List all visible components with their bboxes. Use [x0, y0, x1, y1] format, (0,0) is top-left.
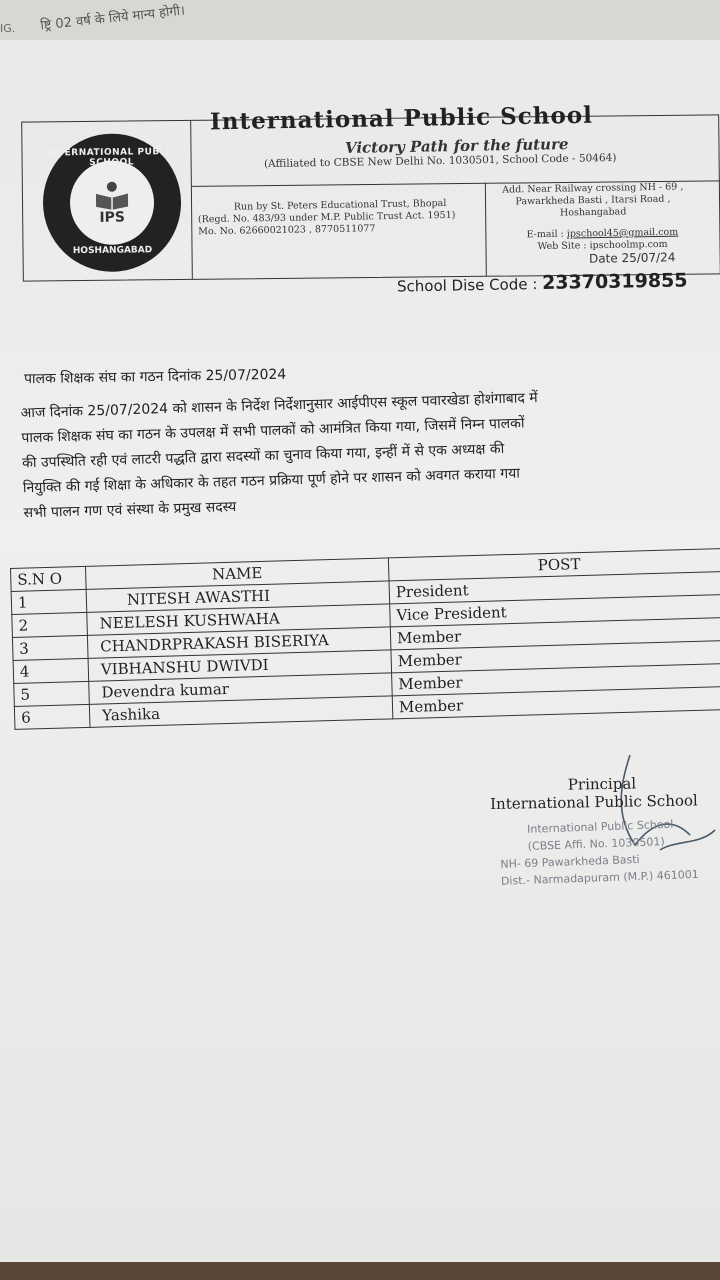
principal-title: Principal — [567, 774, 637, 794]
logo-emblem — [70, 160, 155, 245]
website-label: Web Site : — [537, 240, 587, 253]
logo-ring-text: HOSHANGABAD — [72, 245, 153, 257]
notice-line: सभी पालन गण एवं संस्था के प्रमुख सदस्य — [23, 498, 237, 522]
email-label: E-mail : — [526, 228, 564, 241]
notice-line: नियुक्ति की गई शिक्षा के अधिकार के तहत गठन प्रक्रिया पूर्ण होने पर शासन को अवगत कराया गया — [22, 465, 521, 497]
cell-sno: 6 — [14, 704, 90, 729]
header-sno: S.N O — [11, 566, 87, 591]
notice-line: पालक शिक्षक संघ का गठन के उपलक्ष में सभी पालकों को आमंत्रित किया गया, जिसमें निम्न पालकों — [21, 415, 525, 447]
cell-sno: 5 — [14, 681, 90, 706]
table-surface — [0, 1262, 720, 1280]
principal-org: International Public School — [490, 791, 698, 814]
stamp-line: (CBSE Affi. No. 1030501) — [527, 835, 665, 853]
cell-name: NEELESH KUSHWAHA — [87, 604, 391, 635]
school-logo — [42, 133, 181, 272]
email-link[interactable]: ipschool45@gmail.com — [566, 226, 679, 240]
cell-post: Member — [392, 663, 720, 696]
cell-post: Member — [391, 640, 720, 673]
cell-post: Vice President — [390, 594, 720, 627]
members-table — [10, 548, 720, 730]
header-name: NAME — [85, 558, 389, 589]
cell-post: Member — [390, 617, 720, 650]
logo-ring-text: INTERNATIONAL PUBLIC SCHOOL — [46, 147, 177, 168]
notice-line: की उपस्थिति रही एवं लाटरी पद्धति द्वारा सदस्यों का चुनाव किया गया, इन्हीं में से एक अध्यक्ष की — [21, 441, 505, 472]
dise-code: 23370319855 — [541, 269, 688, 295]
trust-info — [198, 198, 464, 239]
notice-title: पालक शिक्षक संघ का गठन दिनांक 25/07/2024 — [23, 366, 287, 388]
address-line: Hoshangabad — [559, 206, 627, 219]
trust-line: (Regd. No. 483/93 under M.P. Public Trust Act. 1951) — [197, 209, 456, 226]
principal-signature-block — [490, 773, 720, 813]
trust-line: Run by St. Peters Educational Trust, Bhopal — [233, 197, 447, 213]
letterhead-divider — [485, 183, 487, 276]
notice-body — [20, 381, 719, 527]
cell-sno: 3 — [12, 635, 88, 660]
cell-sno: 4 — [13, 658, 89, 683]
affiliation-line: (Affiliated to CBSE New Delhi No. 1030501, School Code - 50464) — [263, 151, 617, 171]
logo-initials: IPS — [99, 209, 126, 226]
header-post: POST — [388, 548, 720, 581]
notice-line: आज दिनांक 25/07/2024 को शासन के निर्देश निर्देशानुसार आईपीएस स्कूल पवारखेडा होशंगाबाद में — [20, 390, 538, 422]
stamp-line: NH- 69 Pawarkheda Basti — [500, 852, 640, 871]
stamp-line: International Public School — [526, 817, 674, 836]
cell-name: VIBHANSHU DWIVDI — [88, 650, 392, 681]
underlying-paper-fragment: IG. — [0, 22, 16, 35]
school-name: International Public School — [209, 101, 594, 136]
cell-post: Member — [392, 686, 720, 719]
letterhead-divider — [190, 121, 193, 279]
cell-name: NITESH AWASTHI — [86, 581, 390, 612]
book-icon — [92, 180, 132, 210]
cell-sno: 1 — [11, 589, 87, 614]
trust-line: Mo. No. 62660021023 , 8770511077 — [198, 223, 376, 238]
dise-label: School Dise Code : — [396, 275, 538, 296]
school-tagline: Victory Path for the future — [344, 135, 569, 157]
address-line: Pawarkheda Basti , Itarsi Road , — [515, 193, 671, 208]
cell-name: CHANDRPRAKASH BISERIYA — [87, 627, 391, 658]
cell-sno: 2 — [12, 612, 88, 637]
cell-name: Yashika — [89, 696, 393, 727]
document-date: Date 25/07/24 — [588, 250, 676, 266]
underlying-paper-text: ष्ट्रि 02 वर्ष के लिये मान्य होगी। — [39, 3, 186, 34]
address-line: Add. Near Railway crossing NH - 69 , — [502, 181, 684, 196]
members-table-wrapper — [10, 548, 720, 730]
cell-post: President — [389, 571, 720, 604]
school-stamp — [499, 814, 720, 890]
school-address — [493, 181, 694, 220]
cell-name: Devendra kumar — [89, 673, 393, 704]
stamp-line: Dist.- Narmadapuram (M.P.) 461001 — [500, 867, 699, 888]
website-link[interactable]: ipschoolmp.com — [589, 238, 668, 252]
